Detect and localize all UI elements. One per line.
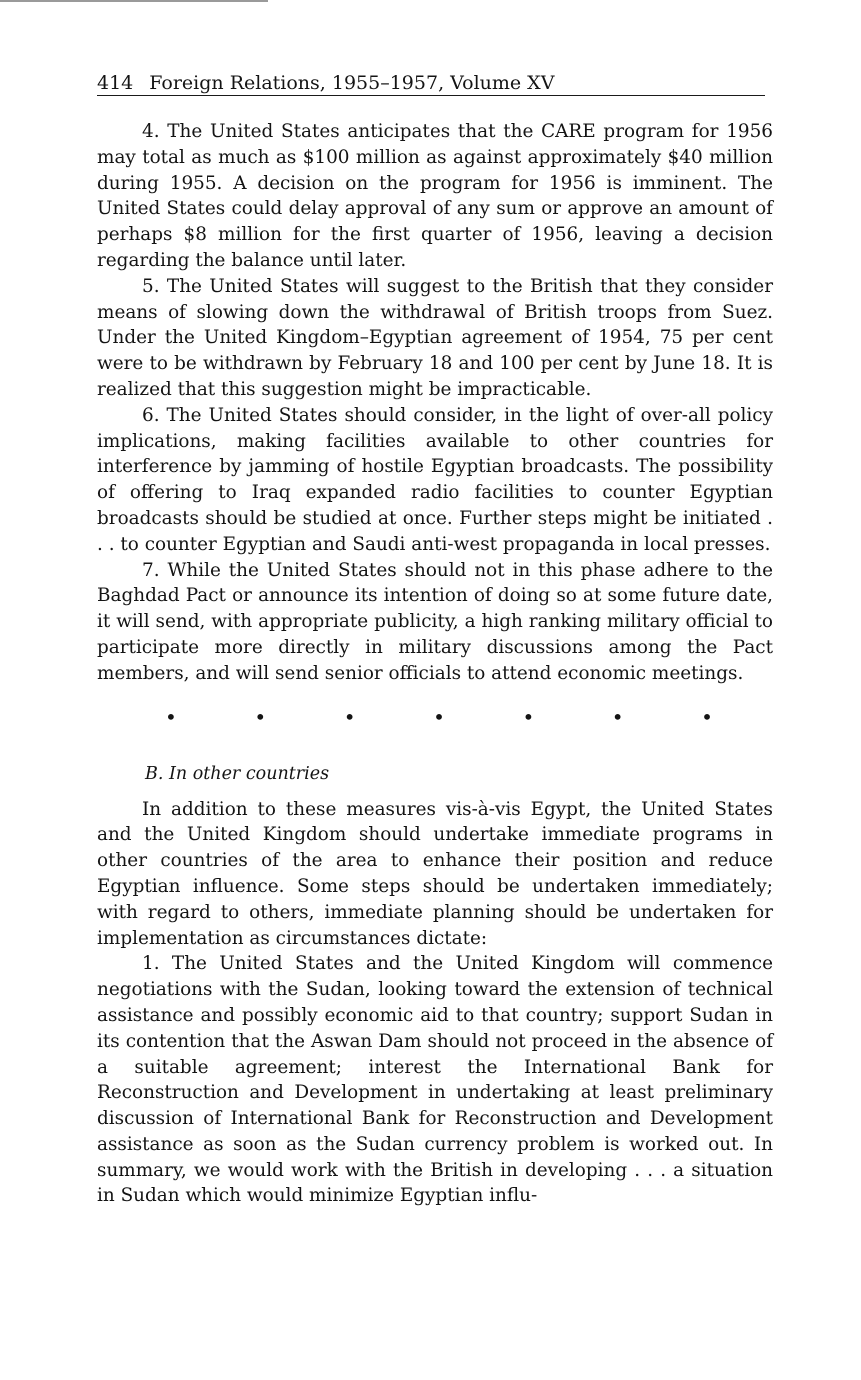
page-number: 414: [97, 72, 134, 94]
ellipsis-dot: •: [343, 704, 356, 729]
omission-ellipsis: [165, 704, 713, 729]
running-header: [97, 72, 765, 96]
paragraph-item-6: 6. The United States should consider, in the light of over-all policy implications, making facilities available to other countries for interference by jamming of hostile Egyptian broadcasts. The possibility of offering to Iraq expanded radio facilities to counter Egyptian broadcasts should be studied at once. Further steps might be initiated . . . to counter Egyptian and Saudi anti-west propaganda in local presses.: [97, 404, 773, 555]
ellipsis-dot: •: [522, 704, 535, 729]
scan-edge-line: [0, 0, 268, 2]
section-b-text: [97, 797, 773, 1210]
paragraph-item-4: 4. The United States anticipates that the CARE program for 1956 may total as much as $100 million as against approximately $40 million during 1955. A decision on the program for 1956 is imminent. The United States could delay approval of any sum or approve an amount of perhaps $8 million for the first quarter of 1956, leaving a decision regarding the balance until later.: [97, 121, 773, 271]
ellipsis-dot: •: [165, 704, 177, 729]
ellipsis-dot: •: [611, 704, 624, 729]
section-b-heading: B. In other countries: [145, 763, 330, 784]
ellipsis-dot: •: [701, 704, 713, 729]
paragraph-item-b1: 1. The United States and the United Kingdom will commence negotiations with the Sudan, looking toward the extension of technical assistance and possibly economic aid to that country; support Sudan in its contention that the Aswan Dam should not proceed in the absence of a suitable agreement; interest the International Bank for Reconstruction and Development in undertaking at least preliminary discussion of International Bank for Reconstruction and Development assistance as soon as the Sudan currency problem is worked out. In summary, we would work with the British in developing . . . a situation in Sudan which would minimize Egyptian influ-: [97, 953, 773, 1207]
section-a-text: [97, 119, 773, 687]
section-b-intro-paragraph: In addition to these measures vis-à-vis Egypt, the United States and the United Kingdom should undertake immediate programs in other countries of the area to enhance their position and reduce Egyptian influence. Some steps should be undertaken immediately; with regard to others, immediate planning should be undertaken for implementation as circumstances dictate:: [97, 798, 773, 949]
paragraph-item-7: 7. While the United States should not in this phase adhere to the Baghdad Pact or announce its intention of doing so at some future date, it will send, with appropriate publicity, a high ranking military official to participate more directly in military discussions among the Pact members, and will send senior officials to attend economic meetings.: [97, 559, 773, 684]
ellipsis-dot: •: [433, 704, 445, 729]
ellipsis-dot: •: [254, 704, 267, 729]
running-title: Foreign Relations, 1955–1957, Volume XV: [149, 72, 555, 94]
document-page: [97, 72, 773, 1209]
paragraph-item-5: 5. The United States will suggest to the British that they consider means of slowing down the withdrawal of British troops from Suez. Under the United Kingdom–Egyptian agreement of 1954, 75 per cent were to be withdrawn by February 18 and 100 per cent by June 18. It is realized that this suggestion might be impracticable.: [97, 275, 773, 400]
